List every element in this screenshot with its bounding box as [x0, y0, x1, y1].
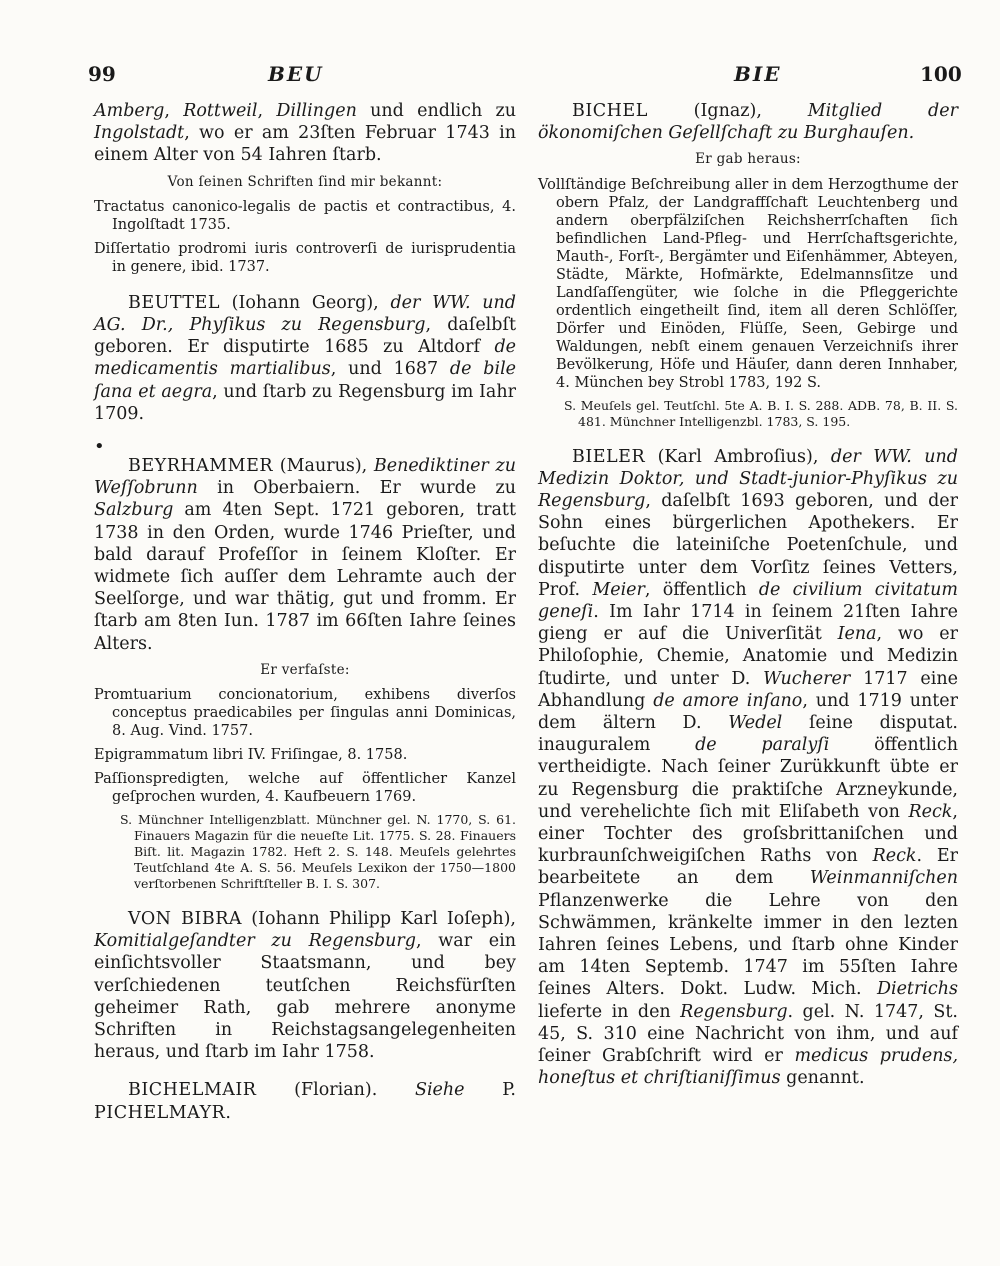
work-item: Diſſertatio prodromi iuris controverſi de iurisprudentia in genere, ibid. 1737.	[94, 240, 516, 275]
text-run: (Florian).	[256, 1080, 415, 1101]
margin-mark: •	[94, 436, 105, 458]
text-run: , wo er Philoſophie, Chemie, Anatomie und Medizin ſtudirte, und unter D.	[538, 624, 958, 689]
text-run: lieferte in den	[538, 1001, 681, 1022]
place-name: Amberg	[94, 101, 165, 121]
entry-headword: BEYRHAMMER	[128, 456, 274, 477]
work-item: Vollſtändige Beſchreibung aller in dem Herzogthume der obern Pfalz, der Landgraffſchaft Leuchtenberg und andern oberpfälziſchen Reichsherrſchaften ſich befindlichen Land-Pfleg- und Herrſchaftsgerichte, Mauth-, Forſt-, Bergämter und Eiſenhämmer, Abteyen, Städte, Märkte, Hofmärkte, Edelmannsſitze und Landſaſſengüter, wie ſolche in die Pfleggerichte ordentlich eingetheilt ſind, item all deren Schlöſſer, Dörfer und Einöden, Flüſſe, Seen, Gebirge und Waldungen, nebſt einem genauen Verzeichniſs ihrer Bevölkerung, Höfe und Häuſer, dann deren Innhaber, 4. München bey Strobl 1783, 192 S.	[538, 176, 958, 391]
text-run: , und 1719 unter dem ältern D.	[538, 690, 958, 734]
entry-text	[538, 446, 958, 1090]
italic-run: medicus prudens, honeſtus et chriſtianiſſimus	[538, 1046, 959, 1089]
text-run: , einer Tochter des groſsbrittaniſchen und kurbraunſchweigiſchen Raths von	[538, 801, 958, 867]
italic-run: Wedel	[728, 713, 783, 734]
italic-run: de amore inſano	[653, 690, 803, 711]
entry-headword: VON BIBRA	[128, 909, 243, 930]
text-run: .	[225, 1102, 231, 1123]
text-run: ,	[164, 101, 184, 121]
italic-run: de paralyſi	[695, 735, 830, 756]
italic-run: Salzburg	[94, 500, 174, 521]
entry-text	[94, 292, 516, 425]
text-run: , daſelbſt geboren. Er disputirte 1685 zu Altdorf	[94, 315, 516, 358]
text-run: , und ſtarb zu Regensburg im Iahr 1709.	[94, 381, 517, 424]
italic-run: de medicamentis martialibus	[94, 337, 516, 380]
work-item: Promtuarium concionatorium, exhibens diverſos conceptus praedicabiles per ſingulas anni Dominicas, 8. Aug. Vind. 1757.	[94, 687, 516, 740]
entry-beuttel	[94, 292, 516, 425]
text-run: (Karl Ambroſius),	[645, 446, 831, 467]
italic-run: Iena	[837, 624, 877, 645]
italic-run: de civilium civitatum geneſi	[538, 579, 958, 623]
text-run: (Maurus),	[273, 456, 374, 477]
italic-run: de bile ſana et aegra	[94, 359, 517, 402]
place-name: Rottweil	[183, 101, 258, 121]
entry-headword: BIELER	[572, 446, 646, 467]
text-run: in Oberbaiern. Er wurde zu	[197, 478, 516, 499]
entry-text	[94, 455, 516, 655]
text-run: (Ignaz),	[647, 101, 808, 121]
running-header	[0, 62, 1000, 92]
entry-continuation	[94, 100, 516, 276]
text-run: 1717 eine Abhandlung	[538, 668, 958, 711]
headword-right: BIE	[734, 62, 782, 86]
text-run: Pflanzenwerke die Lehre von den Schwämmen, kränkelte immer in den lezten Iahren ſeines Lebens, und ſtarb ohne Kinder am 14ten Septemb. 1747 im 55ſten Iahre ſeines Alters. Dokt. Ludw. Mich.	[538, 890, 958, 1000]
text-run: genannt.	[780, 1068, 865, 1089]
text-run: . gel. N. 1747, St. 45, S. 310 eine Nachricht von ihm, und auf ſeiner Grabſchrift wird er	[538, 1001, 958, 1067]
entry-bichel	[538, 100, 958, 430]
entry-text	[538, 100, 958, 144]
text-run: öffentlich vertheidigte. Nach ſeiner Zurükkunft übte er zu Regensburg die praktiſche Arzneykunde, und verehelichte ſich mit Eliſabeth von	[538, 735, 958, 822]
works-caption: Er verfaſste:	[260, 661, 350, 678]
entry-text	[94, 908, 516, 1063]
entry-headword: BICHELMAIR	[128, 1080, 257, 1101]
italic-run: Reck	[872, 846, 917, 867]
italic-run: Meier	[592, 579, 645, 600]
place-name: Ingolstadt	[94, 123, 185, 144]
text-run: . Im Iahr 1714 in ſeinem 21ſten Iahre gieng er auf die Univerſität	[538, 602, 958, 645]
italic-run: Benediktiner zu Weſſobrunn	[94, 456, 516, 499]
entry-bichelmair	[94, 1079, 516, 1123]
italic-run: Wucherer	[763, 668, 851, 689]
italic-run: Reck	[908, 801, 953, 822]
text-run: , war ein einſichtsvoller Staatsmann, und bey verſchiedenen teutſchen Reichsfürſten geheimer Rath, gab mehrere anonyme Schriften in Reichstagsangelegenheiten heraus, und ſtarb im Iahr 1758.	[94, 931, 516, 1063]
entry-text	[94, 1079, 516, 1123]
text-run: , öffentlich	[644, 579, 759, 600]
works-caption: Er gab heraus:	[695, 151, 801, 168]
entry-von-bibra	[94, 908, 516, 1063]
entry-headword: BEUTTEL	[128, 292, 220, 313]
work-item: Epigrammatum libri IV. Friſingae, 8. 1758.	[94, 747, 408, 764]
page-number-left: 99	[88, 62, 116, 86]
work-item: Paſſionspredigten, welche auf öffentlicher Kanzel geſprochen wurden, 4. Kaufbeuern 1769.	[94, 771, 516, 806]
text-run: P.	[464, 1080, 516, 1101]
entry-beyrhammer	[94, 436, 516, 892]
italic-run: Mitglied der ökonomiſchen Geſellſchaft zu Burghauſen.	[538, 101, 958, 144]
italic-run: Dietrichs	[876, 979, 958, 1000]
italic-run: Komitialgeſandter zu Regensburg	[94, 931, 416, 952]
headword-left: BEU	[268, 62, 324, 86]
right-column	[538, 100, 958, 1106]
text-run: (Iohann Georg),	[219, 292, 391, 313]
italic-run: Weinmanniſchen	[809, 868, 958, 889]
text-run: , und 1687	[330, 359, 450, 380]
text-run: . Er bearbeitete an dem	[538, 846, 958, 889]
page-number-right: 100	[920, 62, 962, 86]
italic-run: der WW. und AG. Dr., Phyſikus zu Regensburg	[94, 292, 516, 336]
source-reference: S. Meuſels gel. Teutſchl. 5te A. B. I. S. 288. ADB. 78, B. II. S. 481. Münchner Intelligenzbl. 1783, S. 195.	[564, 397, 958, 429]
entry-headword: BICHEL	[572, 101, 648, 121]
place-name: Dillingen	[276, 101, 357, 121]
cross-reference: PICHELMAYR	[94, 1102, 226, 1123]
text-run: (Iohann Philipp Karl Ioſeph),	[242, 909, 516, 930]
text-run: am 4ten Sept. 1721 geboren, tratt 1738 in den Orden, wurde 1746 Prieſter, und bald darauf Profeſſor in ſeinem Kloſter. Er widmete ſich auſſer dem Lehramte auch der Seelſorge, und war thätig, gut und fromm. Er ſtarb am 8ten Iun. 1787 im 66ſten Iahre ſeines Alters.	[94, 500, 516, 654]
works-caption: Von ſeinen Schriften ſind mir bekannt:	[167, 173, 443, 190]
left-column	[94, 100, 516, 1140]
text-run: und endlich zu	[356, 101, 516, 121]
work-item: Tractatus canonico-legalis de pactis et contractibus, 4. Ingolſtadt 1735.	[94, 198, 516, 233]
entry-text	[94, 100, 516, 167]
italic-run: Siehe	[414, 1080, 465, 1101]
text-run: ſeine disputat. inauguralem	[538, 713, 958, 756]
source-reference: S. Münchner Intelligenzblatt. Münchner gel. N. 1770, S. 61. Finauers Magazin für die neueſte Lit. 1775. S. 28. Finauers Biſt. lit. Magazin 1782. Heft 2. S. 148. Meuſels gelehrtes Teutſchland 4te A. S. 56. Meuſels Lexikon der 1750—1800 verſtorbenen Schriftſteller B. I. S. 307.	[120, 812, 516, 892]
text-run: , wo er am 23ſten Februar 1743 in einem Alter von 54 Iahren ſtarb.	[94, 123, 516, 166]
text-run: ,	[257, 101, 277, 121]
entry-bieler	[538, 446, 958, 1090]
italic-run: Regensburg	[680, 1001, 788, 1022]
italic-run: der WW. und Medizin Doktor, und Stadt-junior-Phyſikus zu Regensburg	[538, 446, 958, 512]
text-run: , daſelbſt 1693 geboren, und der Sohn eines bürgerlichen Apothekers. Er beſuchte die lateiniſche Poetenſchule, und disputirte unter dem Vorſitz ſeines Vetters, Prof.	[538, 491, 958, 600]
